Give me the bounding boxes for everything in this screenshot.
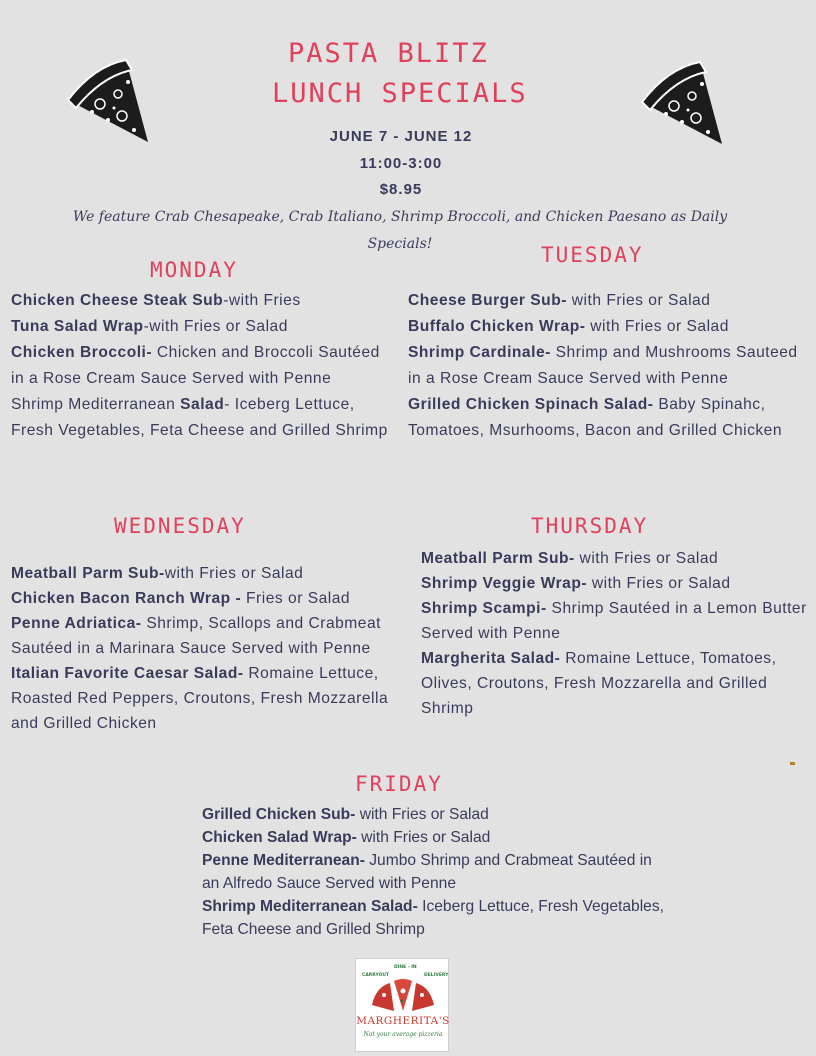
list-item: Penne Mediterranean- Jumbo Shrimp and Crabmeat Sautéed in an Alfredo Sauce Served with Penne — [202, 852, 652, 892]
day-heading-friday: FRIDAY — [355, 772, 443, 796]
list-item: Chicken Bacon Ranch Wrap - Fries or Salad — [11, 590, 351, 607]
thursday-menu — [421, 546, 809, 721]
logo-arc-left: CARRYOUT — [362, 973, 390, 978]
list-item: Shrimp Cardinale- Shrimp and Mushrooms Sauteed in a Rose Cream Sauce Served with Penne — [408, 344, 798, 387]
friday-menu — [202, 803, 672, 941]
list-item: Shrimp Scampi- Shrimp Sautéed in a Lemon Butter Served with Penne — [421, 600, 807, 642]
day-heading-tuesday: TUESDAY — [541, 243, 644, 267]
price: $8.95 — [379, 181, 423, 198]
list-item: Buffalo Chicken Wrap- with Fries or Salad — [408, 318, 729, 335]
day-heading-wednesday: WEDNESDAY — [114, 514, 246, 538]
decorative-dot — [790, 762, 795, 765]
list-item: Chicken Broccoli- Chicken and Broccoli Sautéed in a Rose Cream Sauce Served with Penne — [11, 344, 380, 387]
logo-name: MARGHERITA'S — [356, 1015, 450, 1027]
tuesday-menu — [408, 288, 808, 444]
list-item: Chicken Cheese Steak Sub-with Fries — [11, 292, 301, 309]
list-item: Penne Adriatica- Shrimp, Scallops and Crabmeat Sautéed in a Marinara Sauce Served with Penne — [11, 615, 381, 657]
feature-note: We feature Crab Chesapeake, Crab Italiano, Shrimp Broccoli, and Chicken Paesano as Daily Specials! — [72, 209, 728, 252]
list-item: Shrimp Mediterranean Salad- Iceberg Lettuce, Fresh Vegetables, Feta Cheese and Grilled Shrimp — [11, 396, 388, 439]
list-item: Shrimp Veggie Wrap- with Fries or Salad — [421, 575, 731, 592]
wednesday-menu — [11, 561, 416, 736]
hours: 11:00-3:00 — [359, 155, 443, 172]
day-heading-thursday: THURSDAY — [531, 514, 649, 538]
logo-tagline: Not your average pizzeria — [363, 1031, 443, 1038]
list-item: Meatball Parm Sub-with Fries or Salad — [11, 565, 304, 582]
margheritas-logo — [355, 958, 449, 1052]
title-line-1: PASTA BLITZ — [288, 38, 489, 69]
title-line-2: LUNCH SPECIALS — [272, 78, 528, 109]
list-item: Cheese Burger Sub- with Fries or Salad — [408, 292, 711, 309]
logo-arc-mid: DINE - IN — [394, 965, 417, 970]
list-item: Grilled Chicken Spinach Salad- Baby Spinahc, Tomatoes, Msurhooms, Bacon and Grilled Chicken — [408, 396, 783, 439]
day-heading-monday: MONDAY — [150, 258, 238, 282]
monday-menu — [11, 288, 396, 444]
list-item: Margherita Salad- Romaine Lettuce, Tomatoes, Olives, Croutons, Fresh Mozzarella and Grilled Shrimp — [421, 650, 777, 717]
pizza-logo-icon — [368, 977, 438, 1015]
list-item: Italian Favorite Caesar Salad- Romaine Lettuce, Roasted Red Peppers, Croutons, Fresh Mozzarella and Grilled Chicken — [11, 665, 389, 732]
list-item: Shrimp Mediterranean Salad- Iceberg Lettuce, Fresh Vegetables, Feta Cheese and Grilled Shrimp — [202, 898, 664, 938]
list-item: Tuna Salad Wrap-with Fries or Salad — [11, 318, 288, 335]
list-item: Meatball Parm Sub- with Fries or Salad — [421, 550, 719, 567]
list-item: Chicken Salad Wrap- with Fries or Salad — [202, 829, 491, 846]
logo-arc-right: DELIVERY — [424, 973, 449, 978]
date-range: JUNE 7 - JUNE 12 — [329, 128, 473, 145]
list-item: Grilled Chicken Sub- with Fries or Salad — [202, 806, 489, 823]
